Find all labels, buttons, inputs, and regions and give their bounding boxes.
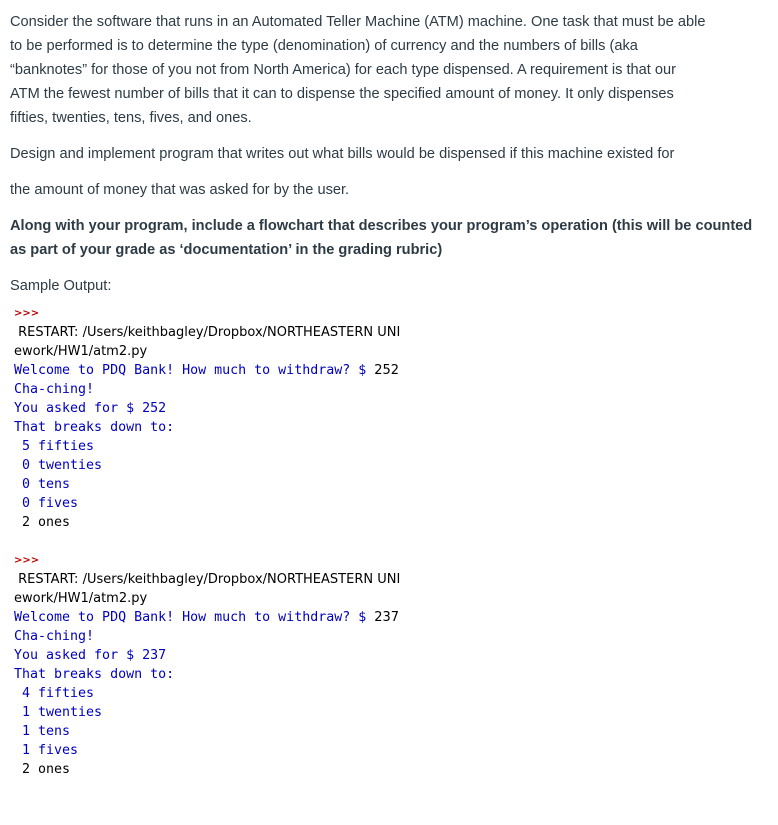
- breakdown-line: That breaks down to:: [14, 420, 175, 435]
- bill-count: 5 fifties: [22, 439, 95, 454]
- chaching-line: Cha-ching!: [14, 629, 95, 644]
- bill-count: 2 ones: [22, 515, 71, 530]
- restart-line: RESTART: /Users/keithbagley/Dropbox/NORTHEASTERN UNI: [14, 572, 401, 587]
- bill-count: 0 fives: [22, 496, 79, 511]
- bill-count: 0 twenties: [22, 458, 103, 473]
- amount-input: 252: [374, 363, 400, 378]
- shell-prompt: >>>: [14, 308, 40, 319]
- design-line-1: Design and implement program that writes out what bills would be dispensed if this machine existed for: [10, 146, 675, 162]
- intro-line: ATM the fewest number of bills that it can to dispense the specified amount of money. It only dispenses: [10, 86, 674, 102]
- design-line-2: the amount of money that was asked for by the user.: [10, 182, 350, 198]
- chaching-line: Cha-ching!: [14, 382, 95, 397]
- welcome-text: Welcome to PDQ Bank! How much to withdraw? $: [14, 610, 375, 625]
- intro-line: “banknotes” for those of you not from North America) for each type dispensed. A requirement is that our: [10, 62, 676, 78]
- console-output-run-1: [14, 304, 474, 532]
- requirement-paragraph: [10, 214, 770, 262]
- intro-line: Consider the software that runs in an Automated Teller Machine (ATM) machine. One task that must be able: [10, 14, 706, 30]
- intro-line: fifties, twenties, tens, fives, and ones.: [10, 110, 252, 126]
- amount-input: 237: [374, 610, 400, 625]
- requirement-line: as part of your grade as ‘documentation’ in the grading rubric): [10, 242, 443, 258]
- script-path: ework/HW1/atm2.py: [14, 591, 148, 606]
- asked-line: You asked for $ 237: [14, 648, 167, 663]
- bill-count: 0 tens: [22, 477, 71, 492]
- restart-line: RESTART: /Users/keithbagley/Dropbox/NORTHEASTERN UNI: [14, 325, 401, 340]
- asked-line: You asked for $ 252: [14, 401, 167, 416]
- bill-count: 1 tens: [22, 724, 71, 739]
- requirement-line: Along with your program, include a flowchart that describes your program’s operation (this will be counted: [10, 218, 753, 234]
- intro-paragraph: [10, 10, 770, 130]
- welcome-text: Welcome to PDQ Bank! How much to withdraw? $: [14, 363, 375, 378]
- script-path: ework/HW1/atm2.py: [14, 344, 148, 359]
- bill-count: 1 fives: [22, 743, 79, 758]
- intro-line: to be performed is to determine the type (denomination) of currency and the numbers of bills (aka: [10, 38, 638, 54]
- bill-count: 4 fifties: [22, 686, 95, 701]
- console-output-run-2: [14, 551, 474, 779]
- sample-output-label: Sample Output:: [10, 278, 112, 294]
- welcome-line: [14, 361, 474, 380]
- bill-count: 2 ones: [22, 762, 71, 777]
- welcome-line: [14, 608, 474, 627]
- bill-count: 1 twenties: [22, 705, 103, 720]
- shell-prompt: >>>: [14, 555, 40, 566]
- breakdown-line: That breaks down to:: [14, 667, 175, 682]
